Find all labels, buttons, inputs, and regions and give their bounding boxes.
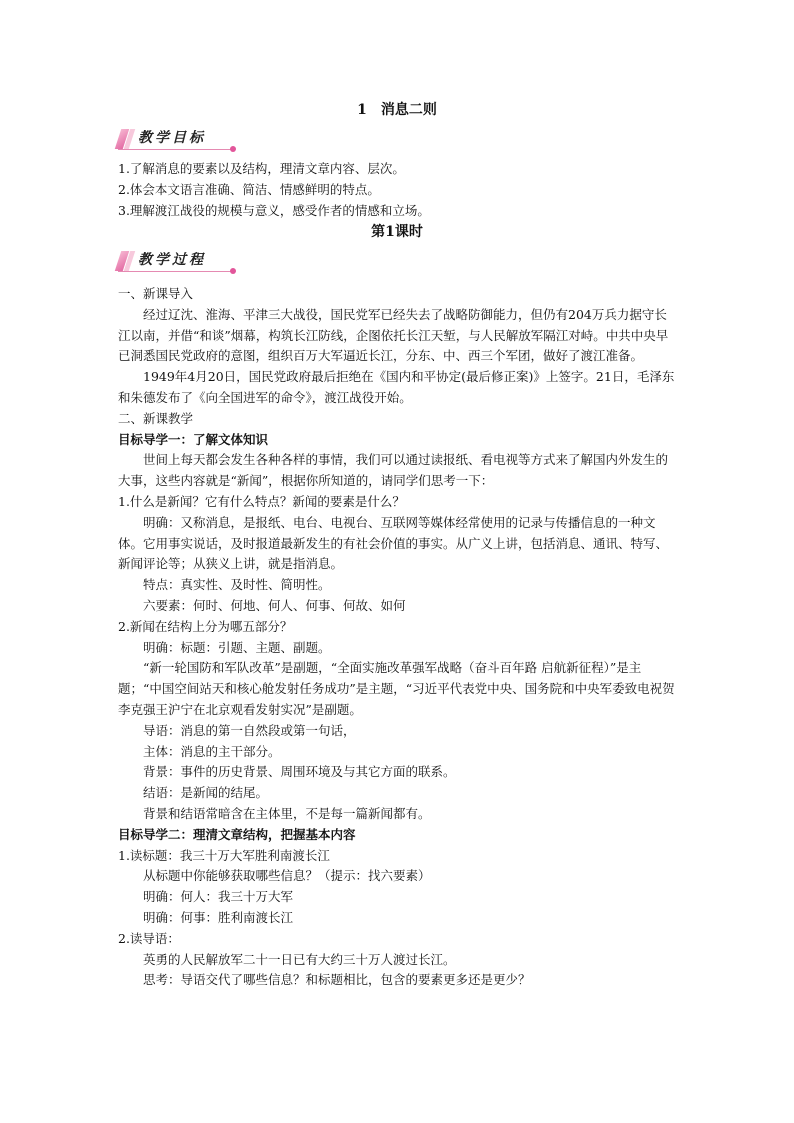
paragraph: 背景：事件的历史背景、周围环境及与其它方面的联系。: [143, 764, 456, 780]
paragraph: 明确：何事：胜利南渡长江: [143, 909, 294, 925]
banner-underline: [118, 149, 232, 150]
paragraph: 主体：消息的主干部分。: [143, 743, 281, 759]
banner-label: 教学过程: [138, 252, 206, 268]
paragraph: 结语：是新闻的结尾。: [143, 785, 269, 801]
paragraph: “新一轮国防和军队改革”是副题，“全面实施改革强军战略（奋斗百年路 启航新征程）”是主题；“中国空间站天和核心舱发射任务成功”是主题，“习近平代表党中央、国务院和中央军委致电祝贺李克强王沪宁在北京观看发射实况”是副题。: [118, 660, 675, 717]
banner-dot: [230, 146, 236, 152]
section-heading: 一、新课导入: [118, 286, 194, 301]
question: 2.读导语：: [118, 930, 180, 946]
goal-item: 2.体会本文语言准确、简洁、情感鲜明的特点。: [118, 181, 380, 197]
paragraph: 背景和结语常暗含在主体里，不是每一篇新闻都有。: [143, 805, 431, 821]
paragraph: 经过辽沈、淮海、平津三大战役，国民党军已经失去了战略防御能力，但仍有204万兵力据守长江以南，并借“和谈”烟幕，构筑长江防线，企图依托长江天堑，与人民解放军隔江对峙。中共中央早已洞悉国民党政府的意图，组织百万大军逼近长江，分东、中、西三个军团，做好了渡江准备。: [118, 306, 669, 364]
goal-heading: 目标导学二：理清文章结构，把握基本内容: [118, 826, 356, 842]
paragraph: 明确：标题：引题、主题、副题。: [143, 639, 331, 655]
page-title: 1 消息二则: [357, 102, 437, 118]
goal-item: 1.了解消息的要素以及结构，理清文章内容、层次。: [118, 161, 405, 176]
goal-item: 3.理解渡江战役的规模与意义，感受作者的情感和立场。: [118, 202, 430, 218]
paragraph: 特点：真实性、及时性、简明性。: [143, 577, 331, 593]
banner-dot: [230, 268, 236, 274]
paragraph: 导语：消息的第一自然段或第一句话，: [143, 722, 356, 738]
lesson-body: [118, 284, 678, 991]
question: 2.新闻在结构上分为哪五部分？: [118, 618, 293, 634]
goal-heading: 目标导学一：了解文体知识: [118, 431, 269, 447]
question: 1.什么是新闻？它有什么特点？新闻的要素是什么？: [118, 493, 405, 509]
paragraph: 英勇的人民解放军二十一日已有大约三十万人渡过长江。: [143, 951, 456, 967]
paragraph: 明确：何人：我三十万大军: [143, 889, 294, 905]
paragraph: 从标题中你能够获取哪些信息？（提示：找六要素）: [143, 868, 431, 884]
question: 1.读标题：我三十万大军胜利南渡长江: [118, 847, 330, 863]
paragraph: 六要素：何时、何地、何人、何事、何故、如何: [143, 597, 406, 613]
section-banner-process: [118, 249, 236, 275]
paragraph: 世间上每天都会发生各种各样的事情，我们可以通过读报纸、看电视等方式来了解国内外发生的大事，这些内容就是“新闻”，根据你所知道的，请同学们思考一下：: [118, 452, 669, 489]
lesson-subtitle: 第1课时: [371, 224, 423, 240]
section-heading: 二、新课教学: [118, 410, 194, 426]
section-banner-goals: [118, 127, 236, 153]
paragraph: 思考：导语交代了哪些信息？和标题相比，包含的要素更多还是更少？: [143, 972, 531, 988]
banner-label: 教学目标: [138, 130, 206, 146]
paragraph: 1949年4月20日，国民党政府最后拒绝在《国内和平协定(最后修正案)》上签字。21日，毛泽东和朱德发布了《向全国进军的命令》，渡江战役开始。: [118, 369, 675, 405]
banner-underline: [118, 271, 232, 272]
goals-list: [118, 159, 678, 221]
paragraph: 明确：又称消息，是报纸、电台、电视台、互联网等媒体经常使用的记录与传播信息的一种文体。它用事实说话，及时报道最新发生的有社会价值的事实。从广义上讲，包括消息、通讯、特写、新闻评论等；从狭义上讲，就是指消息。: [118, 514, 669, 572]
